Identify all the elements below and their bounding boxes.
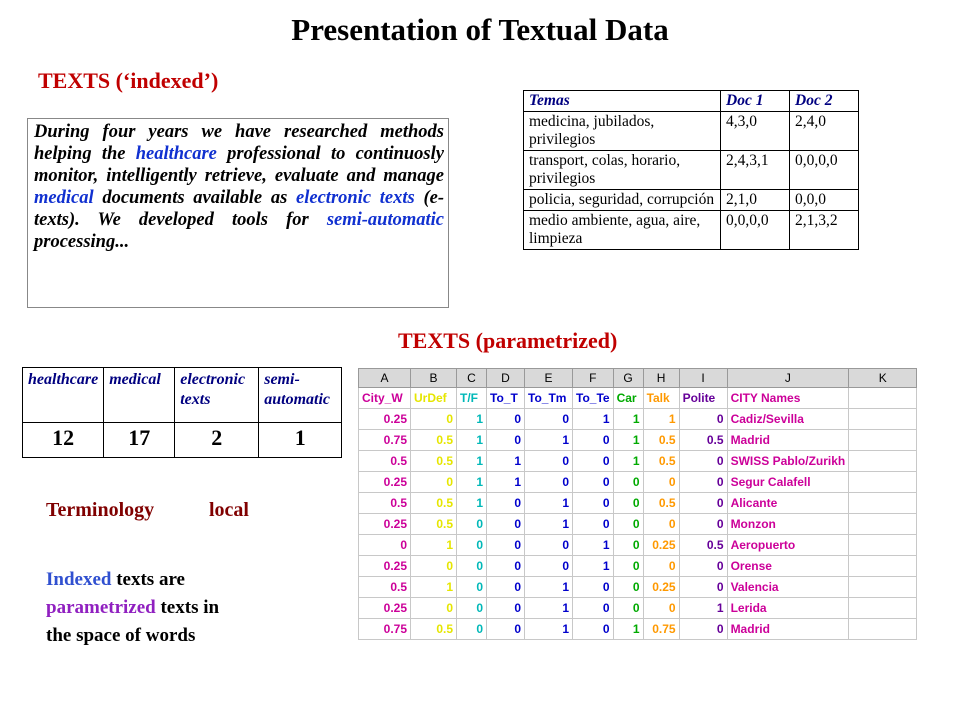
table-row	[359, 472, 917, 493]
temas-cell: medio ambiente, agua, aire, limpieza	[524, 211, 721, 250]
sheet-cell[interactable]: 0	[487, 619, 525, 640]
sheet-cell[interactable]: 0	[573, 493, 614, 514]
column-header[interactable]: G	[613, 369, 643, 388]
temas-cell: 2,4,0	[790, 112, 859, 151]
sheet-cell[interactable]: 0.25	[359, 514, 411, 535]
paragraph-text: (e-texts). We developed tools for	[34, 188, 444, 230]
sheet-cell[interactable]: 0	[487, 514, 525, 535]
sheet-cell-empty[interactable]	[849, 598, 917, 619]
sheet-field-header[interactable]: City_W	[359, 388, 411, 409]
sheet-cell[interactable]: 0	[573, 577, 614, 598]
page-title: Presentation of Textual Data	[291, 12, 669, 47]
sheet-cell[interactable]: 0	[613, 577, 643, 598]
sheet-cell[interactable]: 0	[679, 577, 727, 598]
sheet-field-header[interactable]: CITY Names	[727, 388, 849, 409]
sheet-cell[interactable]: 0	[411, 556, 457, 577]
sheet-cell[interactable]: 0.5	[643, 430, 679, 451]
sheet-header-row	[359, 388, 917, 409]
temas-cell: policia, seguridad, corrupción	[524, 190, 721, 211]
sheet-cell[interactable]: 0.5	[411, 451, 457, 472]
column-header[interactable]: D	[487, 369, 525, 388]
table-row	[359, 451, 917, 472]
temas-cell: 2,1,3,2	[790, 211, 859, 250]
sheet-cell[interactable]: 0.25	[359, 472, 411, 493]
column-header[interactable]: K	[849, 369, 917, 388]
sheet-cell[interactable]: 1	[457, 409, 487, 430]
sheet-cell[interactable]: 1	[679, 598, 727, 619]
table-row	[359, 514, 917, 535]
sheet-cell[interactable]: 0	[643, 472, 679, 493]
note-word-indexed: Indexed	[46, 569, 112, 590]
table-row	[524, 211, 859, 250]
sheet-cell[interactable]: 0	[457, 514, 487, 535]
sheet-cell[interactable]: 0.5	[411, 493, 457, 514]
label-texts-indexed: TEXTS (‘indexed’)	[38, 68, 219, 93]
sheet-cell[interactable]: 0.25	[643, 535, 679, 556]
note-word-parametrized: parametrized	[46, 597, 156, 618]
temas-cell: 4,3,0	[721, 112, 790, 151]
keyword-count: 1	[259, 423, 342, 458]
sheet-cell[interactable]: 0	[643, 556, 679, 577]
sheet-field-header[interactable]: To_Tm	[525, 388, 573, 409]
sheet-cell[interactable]: 0	[525, 409, 573, 430]
sheet-cell[interactable]: Orense	[727, 556, 849, 577]
sheet-cell[interactable]: 0	[487, 577, 525, 598]
sheet-cell[interactable]: 0.25	[359, 598, 411, 619]
sheet-cell[interactable]: 0.25	[359, 556, 411, 577]
temas-cell: 0,0,0,0	[721, 211, 790, 250]
sheet-cell[interactable]: Lerida	[727, 598, 849, 619]
sheet-cell-empty[interactable]	[849, 619, 917, 640]
sheet-cell[interactable]: 0.75	[359, 619, 411, 640]
keyword-header: healthcare	[23, 368, 104, 423]
temas-cell: transport, colas, horario, privilegios	[524, 151, 721, 190]
sheet-cell[interactable]: 0	[613, 556, 643, 577]
sheet-cell[interactable]: 0.5	[359, 493, 411, 514]
sheet-cell[interactable]: 0	[679, 451, 727, 472]
sheet-cell[interactable]: 0	[679, 619, 727, 640]
sheet-cell[interactable]: 0	[411, 472, 457, 493]
sheet-cell[interactable]: 0	[525, 451, 573, 472]
sheet-cell[interactable]: 0	[643, 514, 679, 535]
sheet-cell[interactable]: Alicante	[727, 493, 849, 514]
temas-header: Temas	[524, 91, 721, 112]
sheet-cell[interactable]: 0	[457, 556, 487, 577]
sheet-field-header[interactable]: T/F	[457, 388, 487, 409]
sheet-cell[interactable]: 0	[613, 535, 643, 556]
spreadsheet-grid	[358, 368, 917, 640]
column-header[interactable]: I	[679, 369, 727, 388]
column-header[interactable]: E	[525, 369, 573, 388]
keyword-medical: medical	[34, 188, 94, 208]
sheet-cell[interactable]: 0	[457, 598, 487, 619]
sheet-cell-empty[interactable]	[849, 430, 917, 451]
sheet-cell-empty[interactable]	[849, 409, 917, 430]
sheet-cell[interactable]: 0	[573, 472, 614, 493]
keyword-count: 12	[23, 423, 104, 458]
sheet-cell[interactable]: 0.5	[643, 493, 679, 514]
sheet-cell[interactable]: 0	[487, 535, 525, 556]
sheet-cell[interactable]: 0	[487, 493, 525, 514]
sheet-cell[interactable]: 1	[613, 430, 643, 451]
sheet-cell[interactable]: 0.5	[679, 430, 727, 451]
table-row	[359, 409, 917, 430]
sheet-cell[interactable]: 0	[679, 514, 727, 535]
temas-cell: 2,4,3,1	[721, 151, 790, 190]
sheet-cell[interactable]: 1	[487, 451, 525, 472]
sheet-cell[interactable]: 0.5	[359, 577, 411, 598]
table-row	[524, 112, 859, 151]
sheet-cell[interactable]: Madrid	[727, 430, 849, 451]
paragraph-text: documents available as	[93, 188, 297, 208]
sheet-cell[interactable]: 0	[359, 535, 411, 556]
sheet-cell[interactable]: 0	[487, 409, 525, 430]
note-text: the space of words	[46, 625, 196, 646]
sheet-cell[interactable]: 1	[573, 409, 614, 430]
sheet-cell[interactable]: 0.25	[359, 409, 411, 430]
sheet-cell[interactable]: 1	[573, 535, 614, 556]
sheet-cell[interactable]: 1	[457, 430, 487, 451]
column-header[interactable]: A	[359, 369, 411, 388]
temas-cell: 2,1,0	[721, 190, 790, 211]
sheet-cell[interactable]: 0	[679, 493, 727, 514]
sample-paragraph	[34, 121, 444, 253]
paragraph-text: processing...	[34, 232, 130, 252]
sheet-cell[interactable]: 0	[457, 619, 487, 640]
sheet-cell[interactable]: 1	[613, 619, 643, 640]
sheet-cell[interactable]: 0	[679, 472, 727, 493]
sheet-cell[interactable]: 0	[573, 619, 614, 640]
sheet-cell-empty[interactable]	[849, 514, 917, 535]
indexed-note	[46, 566, 306, 650]
table-row	[524, 151, 859, 190]
sheet-cell[interactable]: 0.5	[679, 535, 727, 556]
note-text: texts in	[155, 597, 220, 618]
sheet-cell[interactable]: 1	[525, 598, 573, 619]
sheet-cell[interactable]: 1	[457, 451, 487, 472]
sheet-cell[interactable]: 1	[643, 409, 679, 430]
label-texts-parametrized: TEXTS (parametrized)	[398, 328, 618, 353]
sheet-cell[interactable]: 0.5	[411, 514, 457, 535]
note-text: texts are	[111, 569, 185, 590]
sheet-cell[interactable]: 1	[411, 535, 457, 556]
temas-header: Doc 2	[790, 91, 859, 112]
sheet-cell[interactable]: 0	[613, 598, 643, 619]
table-row	[359, 535, 917, 556]
keyword-electronic-texts: electronic texts	[296, 188, 415, 208]
sheet-cell[interactable]: Cadiz/Sevilla	[727, 409, 849, 430]
sheet-cell[interactable]: 0.75	[359, 430, 411, 451]
keyword-count: 2	[175, 423, 259, 458]
sheet-cell-empty[interactable]	[849, 493, 917, 514]
sheet-cell[interactable]: 1	[525, 577, 573, 598]
sheet-cell[interactable]: 0	[457, 577, 487, 598]
sheet-cell[interactable]: Aeropuerto	[727, 535, 849, 556]
table-row	[359, 598, 917, 619]
sheet-field-header[interactable]: Car	[613, 388, 643, 409]
table-row	[524, 190, 859, 211]
sheet-cell[interactable]: 0	[525, 556, 573, 577]
sheet-cell[interactable]: 1	[487, 472, 525, 493]
sheet-cell[interactable]: Valencia	[727, 577, 849, 598]
sheet-cell[interactable]: 0	[573, 598, 614, 619]
sheet-cell[interactable]: 0	[573, 451, 614, 472]
sheet-cell[interactable]: 0	[613, 514, 643, 535]
terminology-local-label: local	[209, 499, 249, 521]
table-row	[359, 577, 917, 598]
temas-header: Doc 1	[721, 91, 790, 112]
keyword-count: 17	[104, 423, 175, 458]
sheet-cell[interactable]: 1	[457, 493, 487, 514]
keyword-header: electronic texts	[175, 368, 259, 423]
sheet-cell-empty[interactable]	[849, 556, 917, 577]
sheet-cell[interactable]: 0	[525, 535, 573, 556]
sheet-cell[interactable]: 1	[525, 493, 573, 514]
sheet-cell[interactable]: 0	[643, 598, 679, 619]
column-header[interactable]: F	[573, 369, 614, 388]
sheet-cell[interactable]: 0	[487, 430, 525, 451]
temas-cell: medicina, jubilados, privilegios	[524, 112, 721, 151]
sheet-field-header[interactable]: UrDef	[411, 388, 457, 409]
sheet-cell[interactable]: 0.5	[643, 451, 679, 472]
sheet-cell-empty[interactable]	[849, 451, 917, 472]
temas-cell: 0,0,0,0	[790, 151, 859, 190]
keyword-header: semi- automatic	[259, 368, 342, 423]
temas-cell: 0,0,0	[790, 190, 859, 211]
column-header[interactable]: J	[727, 369, 849, 388]
sheet-cell[interactable]: 1	[613, 451, 643, 472]
sheet-field-header[interactable]: To_T	[487, 388, 525, 409]
sheet-cell[interactable]: 0	[411, 598, 457, 619]
sheet-cell[interactable]: 0	[679, 409, 727, 430]
sheet-cell[interactable]: 1	[457, 472, 487, 493]
sheet-cell[interactable]: 0	[487, 598, 525, 619]
sheet-field-header[interactable]: Talk	[643, 388, 679, 409]
sheet-cell-empty[interactable]	[849, 577, 917, 598]
sheet-cell-empty[interactable]	[849, 535, 917, 556]
sheet-cell[interactable]: 0.25	[643, 577, 679, 598]
column-header[interactable]: C	[457, 369, 487, 388]
column-header[interactable]: H	[643, 369, 679, 388]
table-row	[359, 619, 917, 640]
sheet-cell[interactable]: 1	[525, 619, 573, 640]
table-row	[359, 493, 917, 514]
sheet-cell[interactable]: 1	[525, 514, 573, 535]
sheet-cell[interactable]: 0	[487, 556, 525, 577]
sheet-cell[interactable]: Madrid	[727, 619, 849, 640]
sheet-cell-empty[interactable]	[849, 388, 917, 409]
paragraph-text: professional to continuosly monitor, intelligently retrieve, evaluate and manage	[34, 144, 444, 186]
sheet-cell-empty[interactable]	[849, 472, 917, 493]
keyword-semi-automatic: semi-automatic	[326, 210, 444, 230]
sheet-cell[interactable]: 0.5	[411, 430, 457, 451]
sheet-cell[interactable]: 0	[573, 430, 614, 451]
table-row	[359, 556, 917, 577]
paragraph-text: During four years we have researched methods helping the	[34, 122, 444, 164]
sheet-cell[interactable]: SWISS Pablo/Zurikh	[727, 451, 849, 472]
sheet-cell[interactable]: Monzon	[727, 514, 849, 535]
sheet-cell[interactable]: 0	[525, 472, 573, 493]
sheet-cell[interactable]: 1	[573, 556, 614, 577]
keyword-header: medical	[104, 368, 175, 423]
sheet-cell[interactable]: 0	[573, 514, 614, 535]
sheet-cell[interactable]: 1	[411, 577, 457, 598]
sheet-field-header[interactable]: Polite	[679, 388, 727, 409]
table-row	[359, 430, 917, 451]
sheet-cell[interactable]: 1	[525, 430, 573, 451]
sheet-cell[interactable]: 0.5	[411, 619, 457, 640]
sheet-cell[interactable]: 0.75	[643, 619, 679, 640]
sheet-cell[interactable]: 0	[613, 493, 643, 514]
sheet-cell[interactable]: 0	[613, 472, 643, 493]
sheet-cell[interactable]: 1	[613, 409, 643, 430]
sheet-cell[interactable]: 0	[411, 409, 457, 430]
keyword-healthcare: healthcare	[135, 144, 217, 164]
column-header[interactable]: B	[411, 369, 457, 388]
keyword-count-table	[22, 367, 342, 458]
sheet-cell[interactable]: Segur Calafell	[727, 472, 849, 493]
sheet-field-header[interactable]: To_Te	[573, 388, 614, 409]
sheet-cell[interactable]: 0	[679, 556, 727, 577]
sheet-cell[interactable]: 0.5	[359, 451, 411, 472]
temas-table	[523, 90, 859, 250]
sheet-cell[interactable]: 0	[457, 535, 487, 556]
terminology-label: Terminology	[46, 499, 155, 521]
